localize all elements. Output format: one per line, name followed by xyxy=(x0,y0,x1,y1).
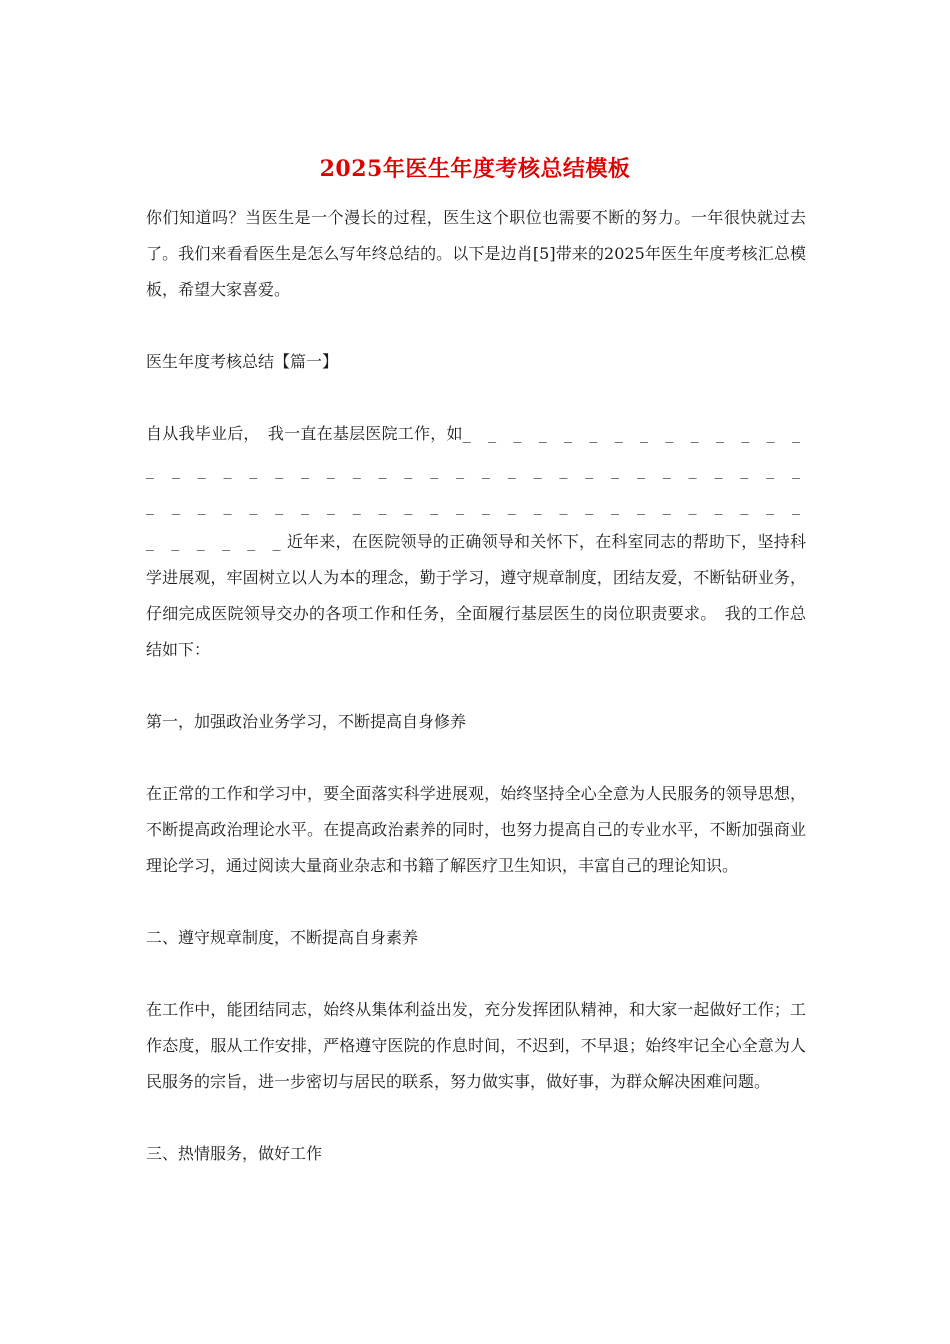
background-text-end: 近年来，在医院领导的正确领导和关怀下，在科室同志的帮助下，坚持科学进展观，牢固树立以人为本的理念，勤于学习，遵守规章制度，团结友爱，不断钻研业务，仔细完成医院领导交办的各项工作和任务，全面履行基层医生的岗位职责要求。 我的工作总结如下： xyxy=(146,532,806,659)
document-body xyxy=(146,200,806,1208)
section-heading-second: 二、遵守规章制度，不断提高自身素养 xyxy=(146,928,419,947)
paragraph-background xyxy=(146,416,806,668)
paragraph-intro: 你们知道吗？当医生是一个漫长的过程，医生这个职位也需要不断的努力。一年很快就过去了。我们来看看医生是怎么写年终总结的。以下是边肖[5]带来的2025年医生年度考核汇总模板，希望大家喜爱。 xyxy=(146,208,806,299)
section-heading-first: 第一，加强政治业务学习，不断提高自身修养 xyxy=(146,712,467,731)
section-heading-third: 三、热情服务，做好工作 xyxy=(146,1144,323,1163)
document-title: 2025年医生年度考核总结模板 xyxy=(319,156,631,182)
paragraph-first: 在正常的工作和学习中，要全面落实科学进展观，始终坚持全心全意为人民服务的领导思想，不断提高政治理论水平。在提高政治素养的同时，也努力提高自己的专业水平，不断加强商业理论学习，通过阅读大量商业杂志和书籍了解医疗卫生知识，丰富自己的理论知识。 xyxy=(146,784,806,875)
section-heading-part-one: 医生年度考核总结【篇一】 xyxy=(146,352,339,371)
paragraph-second: 在工作中，能团结同志，始终从集体利益出发，充分发挥团队精神，和大家一起做好工作；工作态度，服从工作安排，严格遵守医院的作息时间，不迟到，不早退；始终牢记全心全意为人民服务的宗旨，进一步密切与居民的联系，努力做实事，做好事，为群众解决困难问题。 xyxy=(146,1000,806,1091)
fill-in-blank-line: _ _ _ _ _ _ _ _ _ _ _ _ _ _ _ _ _ _ _ _ _ _ _ _ _ _ _ _ _ _ _ _ _ _ _ _ _ _ _ _ _ _ _ _ _ _ _ _ _ _ _ _ _ _ _ _ _ _ _ _ _ _ _ _ _ _ _ _ _ _ _ _ xyxy=(146,424,806,551)
background-text-start: 自从我毕业后， 我一直在基层医院工作，如 xyxy=(146,424,463,443)
